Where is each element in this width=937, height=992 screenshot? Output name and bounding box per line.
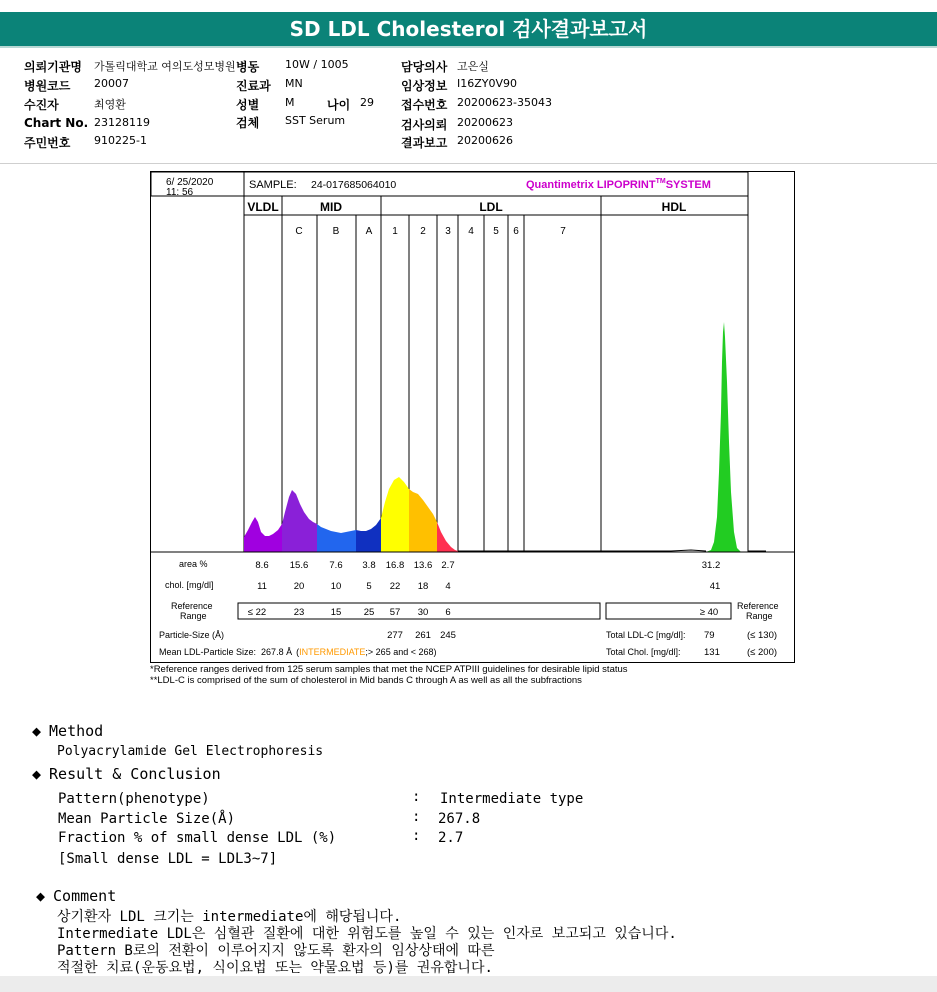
result-colon-fraction: : (412, 828, 421, 844)
ref-label-2: Range (180, 611, 207, 621)
doctor-value: 고은실 (457, 60, 489, 73)
result-heading (32, 765, 221, 783)
doctor-label: 담당의사 (401, 60, 448, 74)
result-label-fraction: Fraction % of small dense LDL (%) (58, 830, 337, 846)
run-time: 11: 56 (166, 187, 194, 198)
specimen-value: SST Serum (285, 114, 346, 127)
chol-a: 5 (366, 581, 372, 592)
area-ldl1: 16.8 (385, 560, 405, 571)
band-label-2: 2 (420, 226, 426, 237)
footnote-reference: *Reference ranges derived from 125 serum samples that met the NCEP ATPIII guidelines for desirable lipid status (150, 664, 628, 675)
institution-label: 의뢰기관명 (24, 60, 82, 74)
result-heading-text: Result & Conclusion (49, 765, 221, 783)
ref-ldl3: 6 (445, 607, 451, 618)
ward-value: 10W / 1005 (285, 58, 349, 71)
total-ldl-label: Total LDL-C [mg/dl]: (606, 630, 686, 640)
ref-ldl2: 30 (417, 607, 429, 618)
result-label-pattern: Pattern(phenotype) (58, 791, 210, 807)
ref-c: 23 (293, 607, 305, 618)
total-chol-value: 131 (704, 647, 720, 658)
ref-b: 15 (330, 607, 342, 618)
result-value-pattern: Intermediate type (440, 791, 584, 807)
chol-ldl3: 4 (445, 581, 451, 592)
report-date-label: 결과보고 (401, 136, 448, 150)
report-date-value: 20200626 (457, 134, 513, 147)
ref-label-1: Reference (171, 601, 213, 611)
band-label-row (295, 226, 566, 237)
group-mid: MID (320, 200, 342, 214)
sample-label: SAMPLE: (249, 179, 297, 191)
area-vldl: 8.6 (255, 560, 269, 571)
ldl3-peak-fill (437, 522, 458, 552)
chol-row (257, 581, 720, 592)
brand-name: Quantimetrix LIPOPRINT™SYSTEM (526, 178, 711, 191)
dept-value: MN (285, 77, 303, 90)
info-separator (0, 163, 937, 164)
ward-label: 병동 (236, 60, 260, 74)
comment-line-2: Intermediate LDL은 심혈관 질환에 대한 위험도를 높일 수 있는 인자로 보고되고 있습니다. (57, 926, 677, 942)
patient-value: 최영환 (94, 98, 126, 111)
ref-vldl: ≤ 22 (247, 607, 267, 618)
electrophoresis-curve (244, 322, 766, 552)
ref-row (248, 607, 718, 618)
hdl-peak-fill (706, 322, 741, 552)
diamond-bullet-icon: ◆ (36, 887, 46, 905)
patient-info-block (0, 56, 937, 160)
band-label-1: 1 (392, 226, 398, 237)
request-label: 검사의뢰 (401, 118, 448, 132)
bottom-band (0, 976, 937, 992)
band-label-6: 6 (513, 226, 519, 237)
band-label-a: A (365, 226, 373, 237)
result-colon-mean-size: : (412, 809, 421, 825)
area-ldl3: 2.7 (441, 560, 455, 571)
band-label-7: 7 (560, 226, 566, 237)
vldl-peak-fill (244, 517, 282, 552)
area-a: 3.8 (362, 560, 376, 571)
chol-ldl2: 18 (417, 581, 429, 592)
run-date: 6/ 25/2020 (166, 177, 214, 188)
ref-ldl1: 57 (389, 607, 401, 618)
method-heading (32, 722, 103, 740)
ref-right-label-2: Range (746, 611, 773, 621)
method-heading-text: Method (49, 722, 104, 740)
request-value: 20200623 (457, 116, 513, 129)
specimen-label: 검체 (236, 116, 260, 130)
hospital-code-value: 20007 (94, 77, 129, 90)
group-ldl: LDL (479, 200, 503, 214)
particle-size-row (387, 630, 456, 641)
comment-heading (36, 887, 116, 905)
ldl1-peak-fill (381, 477, 409, 552)
band-label-3: 3 (445, 226, 451, 237)
comment-line-1: 상기환자 LDL 크기는 intermediate에 해당됩니다. (57, 909, 402, 925)
ldl2-peak-fill (409, 489, 437, 552)
particle-size-ldl1: 277 (387, 630, 403, 641)
band-label-c: C (295, 226, 303, 237)
ref-right-label-1: Reference (737, 601, 779, 611)
clinical-value: I16ZY0V90 (457, 77, 518, 90)
footnote-ldl-c: **LDL-C is comprised of the sum of cholesterol in Mid bands C through A as well as all the subfractions (150, 675, 582, 686)
area-c: 15.6 (289, 560, 309, 571)
hospital-code-label: 병원코드 (24, 79, 71, 93)
result-value-mean-size: 267.8 (438, 811, 481, 827)
chol-b: 10 (330, 581, 342, 592)
sex-value: M (285, 96, 295, 109)
area-ldl2: 13.6 (413, 560, 433, 571)
diamond-bullet-icon: ◆ (32, 722, 42, 740)
total-chol-label: Total Chol. [mg/dl]: (606, 647, 681, 657)
particle-size-ldl3: 245 (440, 630, 456, 641)
chol-label: chol. [mg/dl] (165, 580, 214, 590)
report-title: SD LDL Cholesterol 검사결과보고서 (0, 12, 937, 46)
comment-line-4: 적절한 치료(운동요법, 식이요법 또는 약물요법 등)를 권유합니다. (57, 960, 493, 976)
area-hdl: 31.2 (701, 560, 721, 571)
lipoprint-report (150, 171, 795, 663)
band-label-5: 5 (493, 226, 499, 237)
sex-label: 성별 (236, 98, 260, 112)
sample-id: 24-017685064010 (311, 179, 397, 191)
lipoprint-graph (151, 172, 794, 662)
resident-value: 910225-1 (94, 134, 147, 147)
ref-hdl: ≥ 40 (699, 607, 719, 618)
band-label-b: B (332, 226, 340, 237)
result-label-mean-size: Mean Particle Size(Å) (58, 811, 236, 827)
comment-line-3: Pattern B로의 전환이 이루어지지 않도록 환자의 임상상태에 따른 (57, 943, 495, 959)
clinical-label: 임상정보 (401, 79, 448, 93)
institution-value: 가톨릭대학교 여의도성모병원 (94, 60, 236, 73)
title-underline (0, 46, 937, 48)
dept-label: 진료과 (236, 79, 271, 93)
group-hdl: HDL (661, 200, 687, 214)
chart-no-label: Chart No. (24, 116, 89, 130)
chol-hdl: 41 (709, 581, 721, 592)
chart-no-value: 23128119 (94, 116, 150, 129)
total-chol-ref: (≤ 200) (747, 647, 778, 658)
area-row (255, 560, 720, 571)
particle-size-ldl2: 261 (415, 630, 431, 641)
mid-c-peak-fill (282, 490, 317, 552)
mid-a-peak-fill (356, 518, 381, 552)
area-label: area % (179, 559, 208, 569)
mean-size-line: Mean LDL-Particle Size: 267.8 Å (INTERMEDIATE;> 265 and < 268) (159, 647, 437, 657)
band-label-4: 4 (468, 226, 474, 237)
result-note: [Small dense LDL = LDL3~7] (58, 851, 278, 867)
age-label: 나이 (327, 98, 351, 112)
chol-vldl: 11 (257, 581, 267, 592)
ref-a: 25 (363, 607, 375, 618)
resident-label: 주민번호 (24, 136, 71, 150)
receipt-value: 20200623-35043 (457, 96, 552, 109)
chol-c: 20 (293, 581, 305, 592)
particle-size-label: Particle-Size (Å) (159, 630, 225, 640)
diamond-bullet-icon: ◆ (32, 765, 42, 783)
mid-b-peak-fill (317, 524, 356, 552)
total-ldl-ref: (≤ 130) (747, 630, 778, 641)
result-colon-pattern: : (412, 789, 421, 805)
chol-ldl1: 22 (389, 581, 401, 592)
patient-label: 수진자 (24, 98, 59, 112)
comment-heading-text: Comment (53, 887, 117, 905)
result-value-fraction: 2.7 (438, 830, 464, 846)
receipt-label: 접수번호 (401, 98, 448, 112)
area-b: 7.6 (329, 560, 343, 571)
method-text: Polyacrylamide Gel Electrophoresis (57, 744, 324, 759)
group-vldl: VLDL (247, 200, 279, 214)
total-ldl-value: 79 (704, 630, 715, 641)
age-value: 29 (360, 96, 374, 109)
